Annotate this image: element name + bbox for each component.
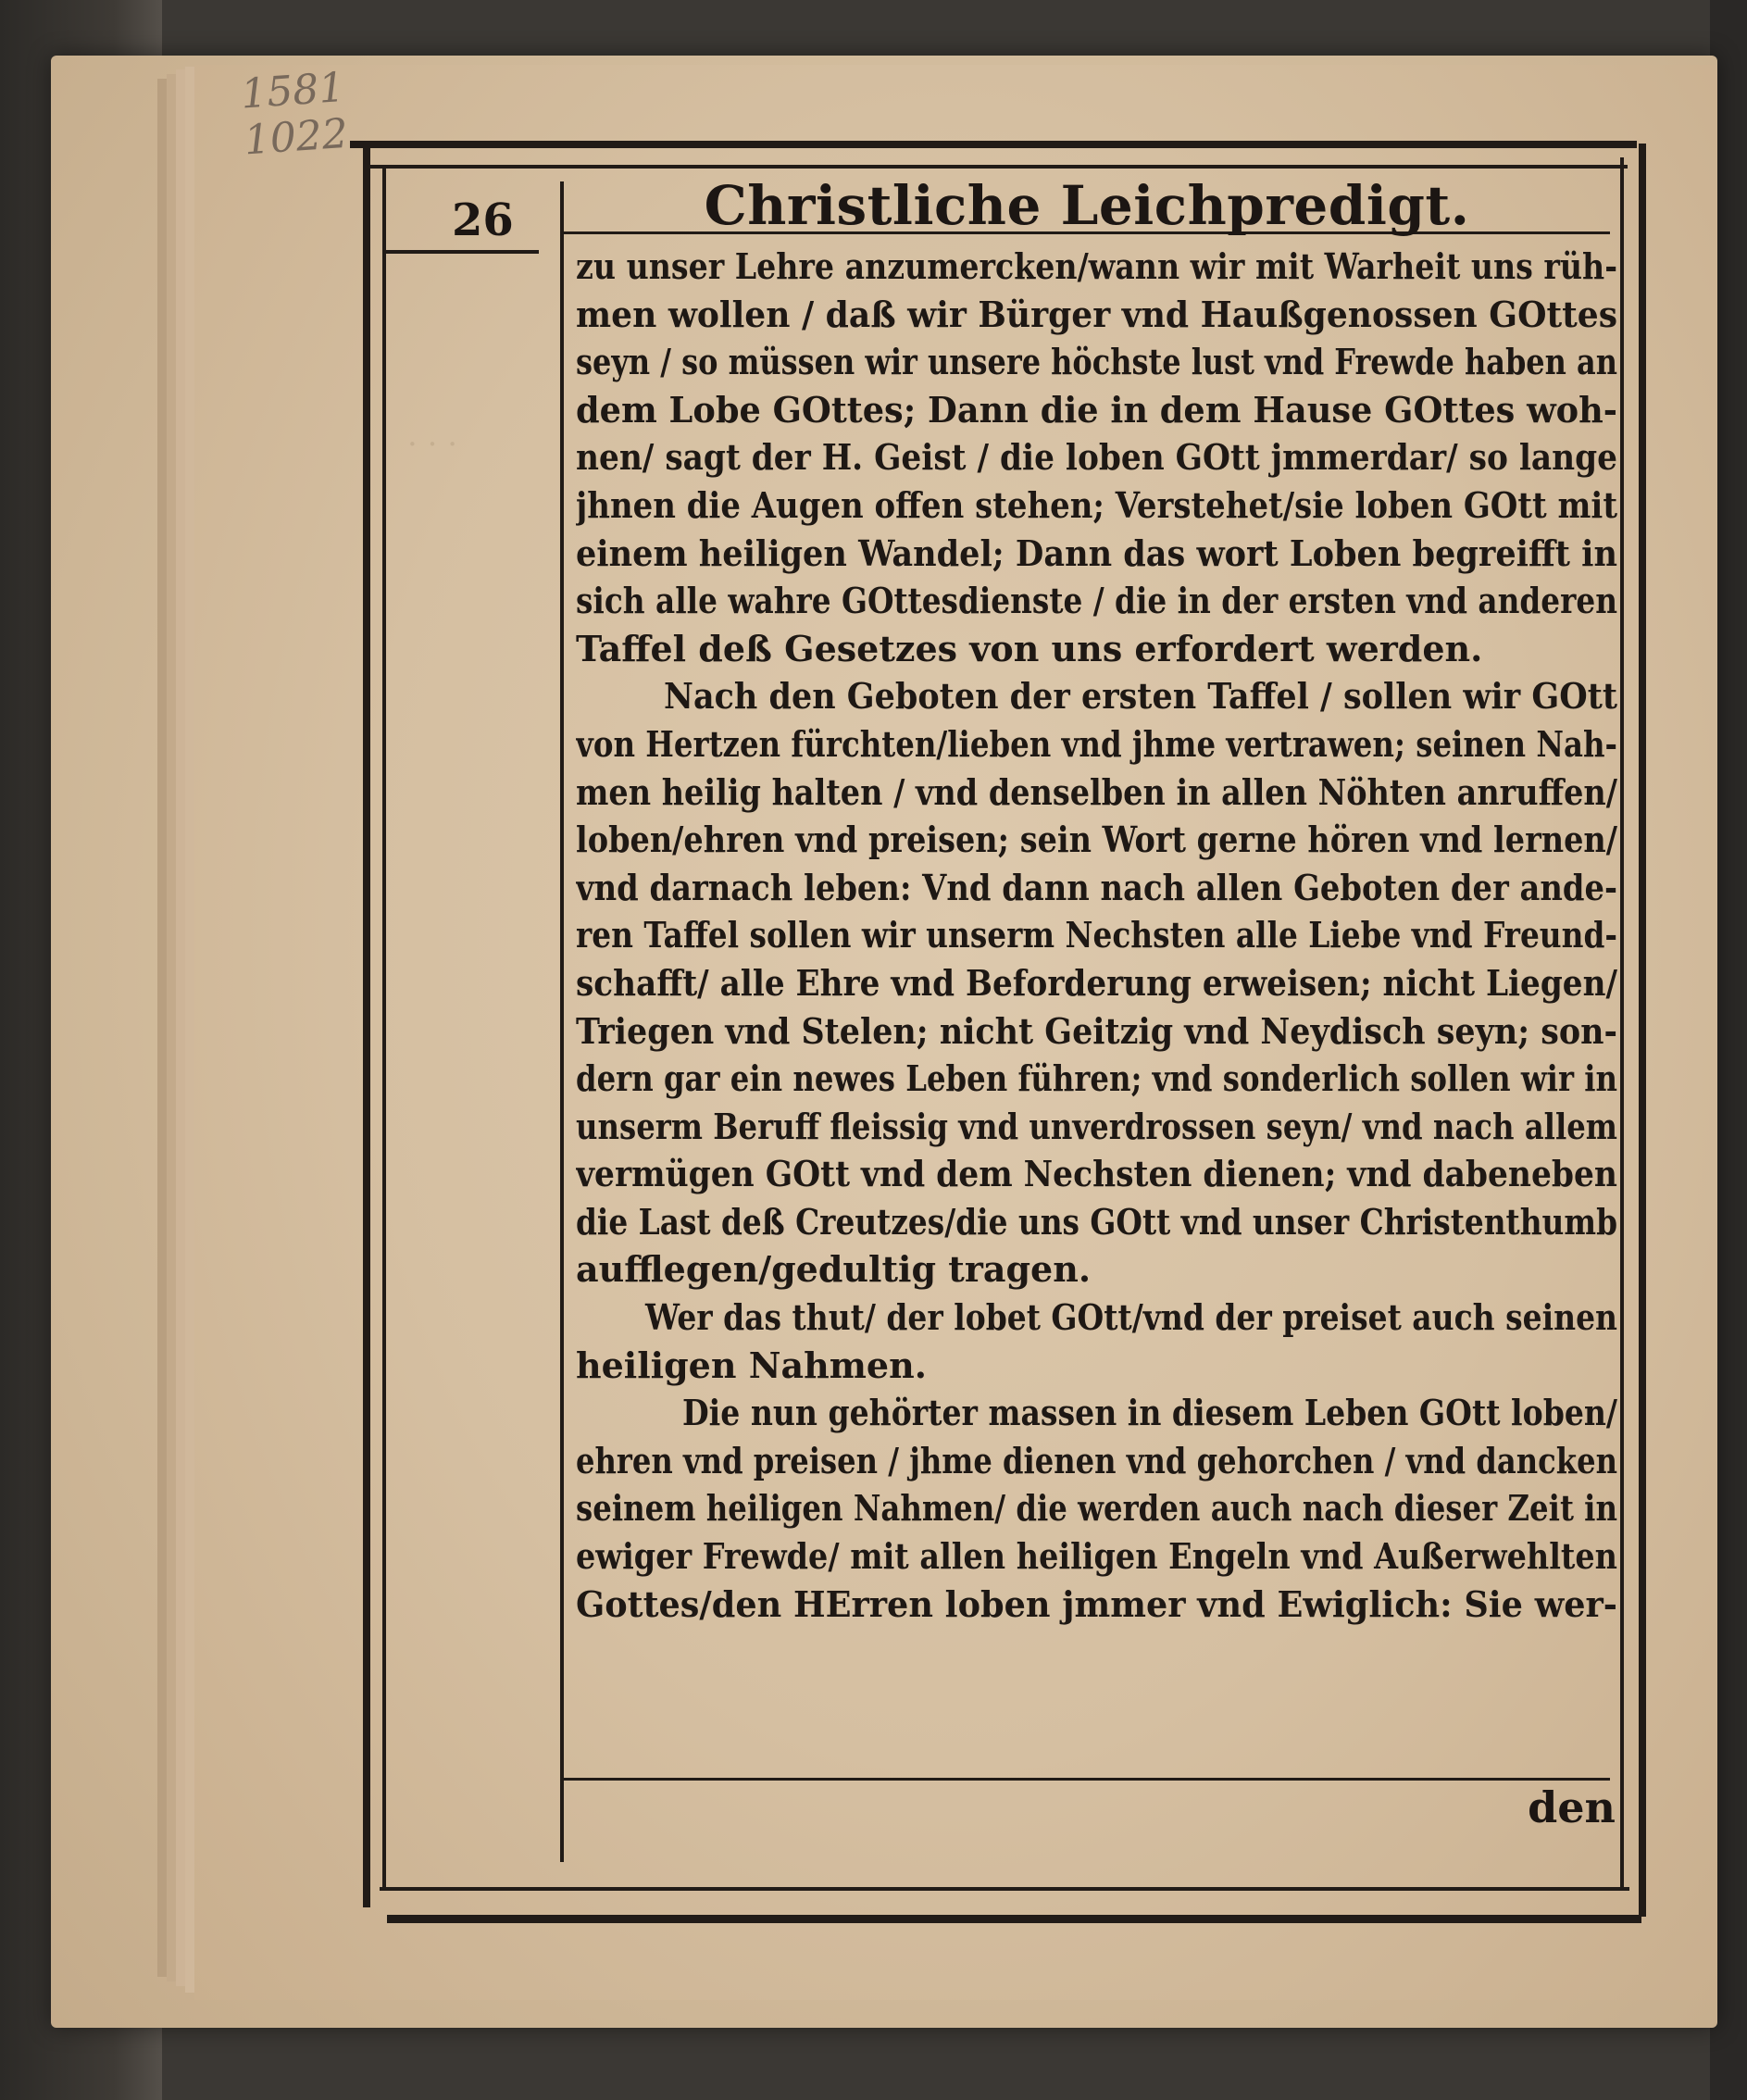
text-line: Nach den Geboten der ersten Taffel / sollen wir GOtt <box>664 675 1617 718</box>
text-line: dern gar ein newes Leben führen; vnd sonderlich sollen wir in <box>576 1057 1617 1100</box>
text-line: heiligen Nahmen. <box>576 1344 927 1386</box>
text-line: ren Taffel sollen wir unserm Nechsten alle Liebe vnd Freund- <box>576 914 1617 956</box>
bleed-through: · · · <box>407 426 458 463</box>
text-line: schafft/ alle Ehre vnd Beforderung erweisen; nicht Liegen/ <box>576 961 1617 1004</box>
text-line: men wollen / daß wir Bürger vnd Haußgenossen GOttes <box>576 293 1617 335</box>
text-line: Die nun gehörter massen in diesem Leben GOtt loben/ <box>682 1392 1617 1434</box>
text-line: vnd darnach leben: Vnd dann nach allen Geboten der ande- <box>576 866 1617 908</box>
text-line: jhnen die Augen offen stehen; Verstehet/sie loben GOtt mit <box>576 483 1617 526</box>
text-line: Wer das thut/ der lobet GOtt/vnd der preiset auch seinen <box>645 1296 1617 1339</box>
text-line: von Hertzen fürchten/lieben vnd jhme vertrawen; seinen Nah- <box>576 722 1617 765</box>
catchword: den <box>1528 1782 1616 1832</box>
text-line: Triegen vnd Stelen; nicht Geitzig vnd Neydisch seyn; son- <box>576 1009 1617 1052</box>
text-line: men heilig halten / vnd denselben in allen Nöhten anruffen/ <box>576 770 1617 813</box>
frame-rule-right-outer <box>1639 144 1646 1917</box>
text-line: vermügen GOtt vnd dem Nechsten dienen; vnd dabeneben <box>576 1153 1617 1195</box>
frame-rule-left-inner <box>382 167 386 1889</box>
text-line: Taffel deß Gesetzes von uns erfordert werden. <box>576 627 1483 669</box>
text-line: dem Lobe GOttes; Dann die in dem Hause GOttes woh- <box>576 388 1617 431</box>
running-head: Christliche Leichpredigt. <box>704 174 1470 237</box>
handwritten-note <box>240 62 394 165</box>
handwritten-note-line: 1022 <box>243 109 350 165</box>
text-line: seinem heiligen Nahmen/ die werden auch nach dieser Zeit in <box>576 1487 1617 1530</box>
text-line: loben/ehren vnd preisen; sein Wort gerne hören vnd lernen/ <box>576 819 1617 861</box>
text-line: seyn / so müssen wir unsere höchste lust vnd Frewde haben an <box>576 341 1617 383</box>
text-bottom-rule <box>564 1778 1610 1781</box>
frame-rule-bottom-outer <box>387 1915 1641 1923</box>
text-line: ewiger Frewde/ mit allen heiligen Engeln vnd Außerwehlten <box>576 1535 1617 1578</box>
body-text <box>576 243 1622 1628</box>
text-line: Gottes/den HErren loben jmmer vnd Ewiglich: Sie wer- <box>576 1582 1617 1625</box>
handwritten-note-line: 1581 <box>239 63 346 119</box>
text-line: zu unser Lehre anzumercken/wann wir mit Warheit uns rüh- <box>576 245 1617 287</box>
text-line: nen/ sagt der H. Geist / die loben GOtt jmmerdar/ so lange <box>576 436 1617 479</box>
text-line: die Last deß Creutzes/die uns GOtt vnd unser Christenthumb <box>576 1200 1617 1243</box>
page-number-rule <box>386 250 539 254</box>
text-line: sich alle wahre GOttesdienste / die in der ersten vnd anderen <box>576 580 1617 622</box>
frame-rule-bottom-inner <box>380 1887 1629 1891</box>
text-line: unserm Beruff fleissig vnd unverdrossen seyn/ vnd nach allem <box>576 1105 1617 1147</box>
page-number: 26 <box>452 194 514 246</box>
text-line: aufflegen/gedultig tragen. <box>576 1248 1092 1291</box>
margin-column-rule <box>560 181 564 1862</box>
text-line: einem heiligen Wandel; Dann das wort Loben begreifft in <box>576 531 1617 574</box>
frame-rule-left-outer <box>363 148 370 1907</box>
frame-rule-top-outer <box>350 141 1637 148</box>
frame-rule-top-inner <box>368 165 1628 169</box>
text-line: ehren vnd preisen / jhme dienen vnd gehorchen / vnd dancken <box>576 1439 1617 1481</box>
